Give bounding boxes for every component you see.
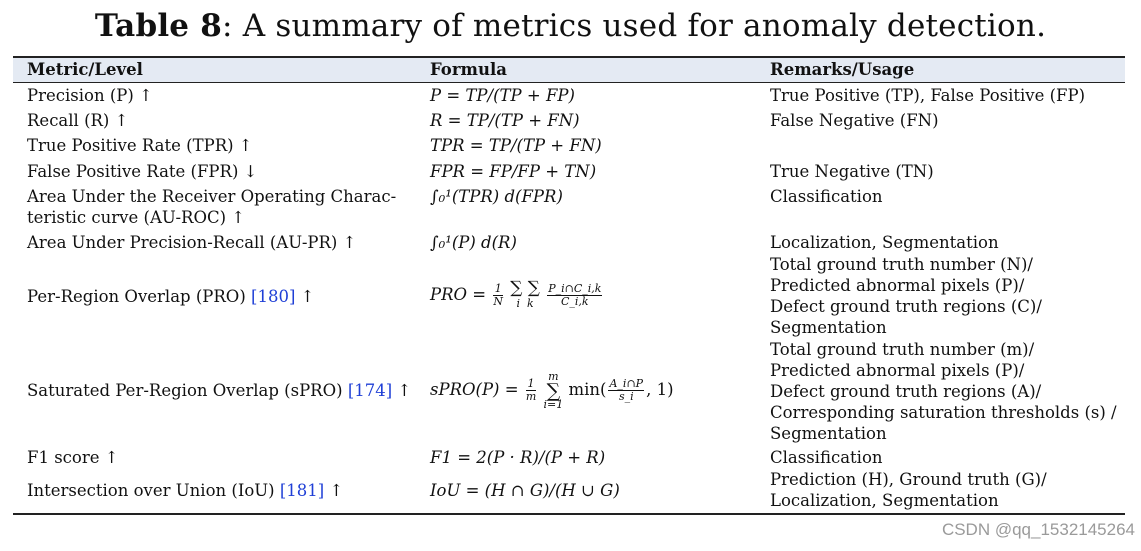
table-row-formula: ∫₀¹(TPR) d(FPR)	[430, 187, 563, 206]
table-row-metric	[27, 480, 343, 501]
fraction-numerator: P_i∩C_i,k	[548, 282, 602, 295]
citation-link[interactable]: [180]	[251, 287, 296, 306]
fraction	[547, 283, 602, 308]
table-row-remark: Total ground truth number (m)/	[770, 340, 1035, 359]
table-row-metric: teristic curve (AU-ROC) ↑	[27, 208, 246, 227]
table-row-remark: Predicted abnormal pixels (P)/	[770, 276, 1025, 295]
table-row-remark: Predicted abnormal pixels (P)/	[770, 361, 1025, 380]
table-row-metric	[27, 380, 411, 401]
sum-subscript: i=1	[543, 397, 564, 411]
table-row-formula	[430, 368, 674, 412]
table-row-metric: F1 score ↑	[27, 448, 119, 467]
table-row-remark: Total ground truth number (N)/	[770, 255, 1033, 274]
summation	[544, 370, 564, 412]
table-row-remark: Classification	[770, 448, 883, 467]
table-title: : A summary of metrics used for anomaly detection.	[222, 8, 1047, 44]
table-row-remark: Segmentation	[770, 318, 887, 337]
formula-tail: , 1)	[646, 380, 674, 399]
table-caption	[0, 6, 1141, 46]
formula-min: min(	[568, 380, 607, 399]
formula-lhs: PRO =	[430, 285, 492, 304]
fraction-denominator: s_i	[618, 390, 634, 403]
fraction-denominator: N	[493, 295, 503, 308]
table-row-formula: R = TP/(TP + FN)	[430, 111, 580, 130]
fraction-numerator: A_i∩P	[609, 377, 644, 390]
table-row-remark: Localization, Segmentation	[770, 491, 999, 510]
summation	[510, 277, 540, 312]
sum-symbol: ∑	[546, 379, 561, 402]
fraction	[526, 378, 536, 403]
citation-link[interactable]: [181]	[279, 481, 325, 500]
table-row-formula: FPR = FP/FP + TN)	[430, 162, 597, 181]
table-row-remark: False Negative (FN)	[770, 111, 939, 130]
header-formula: Formula	[430, 60, 507, 79]
table-row-remark: Classification	[770, 187, 883, 206]
metric-name: Saturated Per-Region Overlap (sPRO)	[27, 381, 343, 400]
table-row-remark: Defect ground truth regions (A)/	[770, 382, 1042, 401]
fraction	[608, 378, 644, 403]
arrow-up-icon: ↑	[397, 381, 412, 400]
fraction-denominator: m	[525, 390, 537, 403]
formula-lhs: sPRO(P) =	[430, 380, 524, 399]
header-metric: Metric/Level	[27, 60, 143, 79]
fraction-numerator: 1	[527, 377, 535, 390]
bottom-rule	[13, 513, 1125, 515]
table-row-formula: F1 = 2(P · R)/(P + R)	[430, 448, 606, 467]
sum-subscript: i k	[516, 296, 534, 310]
sum-symbol: ∑ ∑	[510, 277, 540, 298]
table-row-metric: Precision (P) ↑	[27, 86, 153, 105]
watermark: CSDN @qq_1532145264	[941, 520, 1135, 539]
table-row-remark: True Negative (TN)	[770, 162, 934, 181]
fraction-numerator: 1	[494, 282, 502, 295]
table-row-metric	[27, 286, 314, 307]
table-row-remark: Defect ground truth regions (C)/	[770, 297, 1042, 316]
fraction	[493, 283, 503, 308]
metric-name: Per-Region Overlap (PRO)	[27, 287, 246, 306]
table-row-metric: Recall (R) ↑	[27, 111, 129, 130]
table-row-remark: True Positive (TP), False Positive (FP)	[770, 86, 1086, 105]
table-row-formula	[430, 278, 604, 312]
fraction-denominator: C_i,k	[561, 295, 589, 308]
table-row-remark: Localization, Segmentation	[770, 233, 999, 252]
arrow-up-icon: ↑	[329, 481, 344, 500]
table-row-metric: False Positive Rate (FPR) ↓	[27, 162, 258, 181]
table-row-formula: P = TP/(TP + FP)	[430, 86, 575, 105]
table-row-metric: Area Under the Receiver Operating Charac-	[27, 187, 397, 206]
table-row-remark: Prediction (H), Ground truth (G)/	[770, 470, 1047, 489]
table-row-metric: Area Under Precision-Recall (AU-PR) ↑	[27, 233, 357, 252]
header-rule	[13, 82, 1125, 83]
table-row-remark: Corresponding saturation thresholds (s) /	[770, 403, 1117, 422]
table-row-remark: Segmentation	[770, 424, 887, 443]
table-row-formula: ∫₀¹(P) d(R)	[430, 233, 517, 252]
sum-superscript: m	[548, 369, 559, 383]
table-number: Table 8	[94, 8, 222, 44]
header-remarks: Remarks/Usage	[770, 60, 915, 79]
table-row-formula: IoU = (H ∩ G)/(H ∪ G)	[430, 481, 620, 500]
table-row-metric: True Positive Rate (TPR) ↑	[27, 136, 253, 155]
arrow-up-icon: ↑	[300, 287, 315, 306]
metric-name: Intersection over Union (IoU)	[27, 481, 275, 500]
table-row-formula: TPR = TP/(TP + FN)	[430, 136, 602, 155]
citation-link[interactable]: [174]	[347, 381, 393, 400]
header-row	[13, 58, 1125, 82]
